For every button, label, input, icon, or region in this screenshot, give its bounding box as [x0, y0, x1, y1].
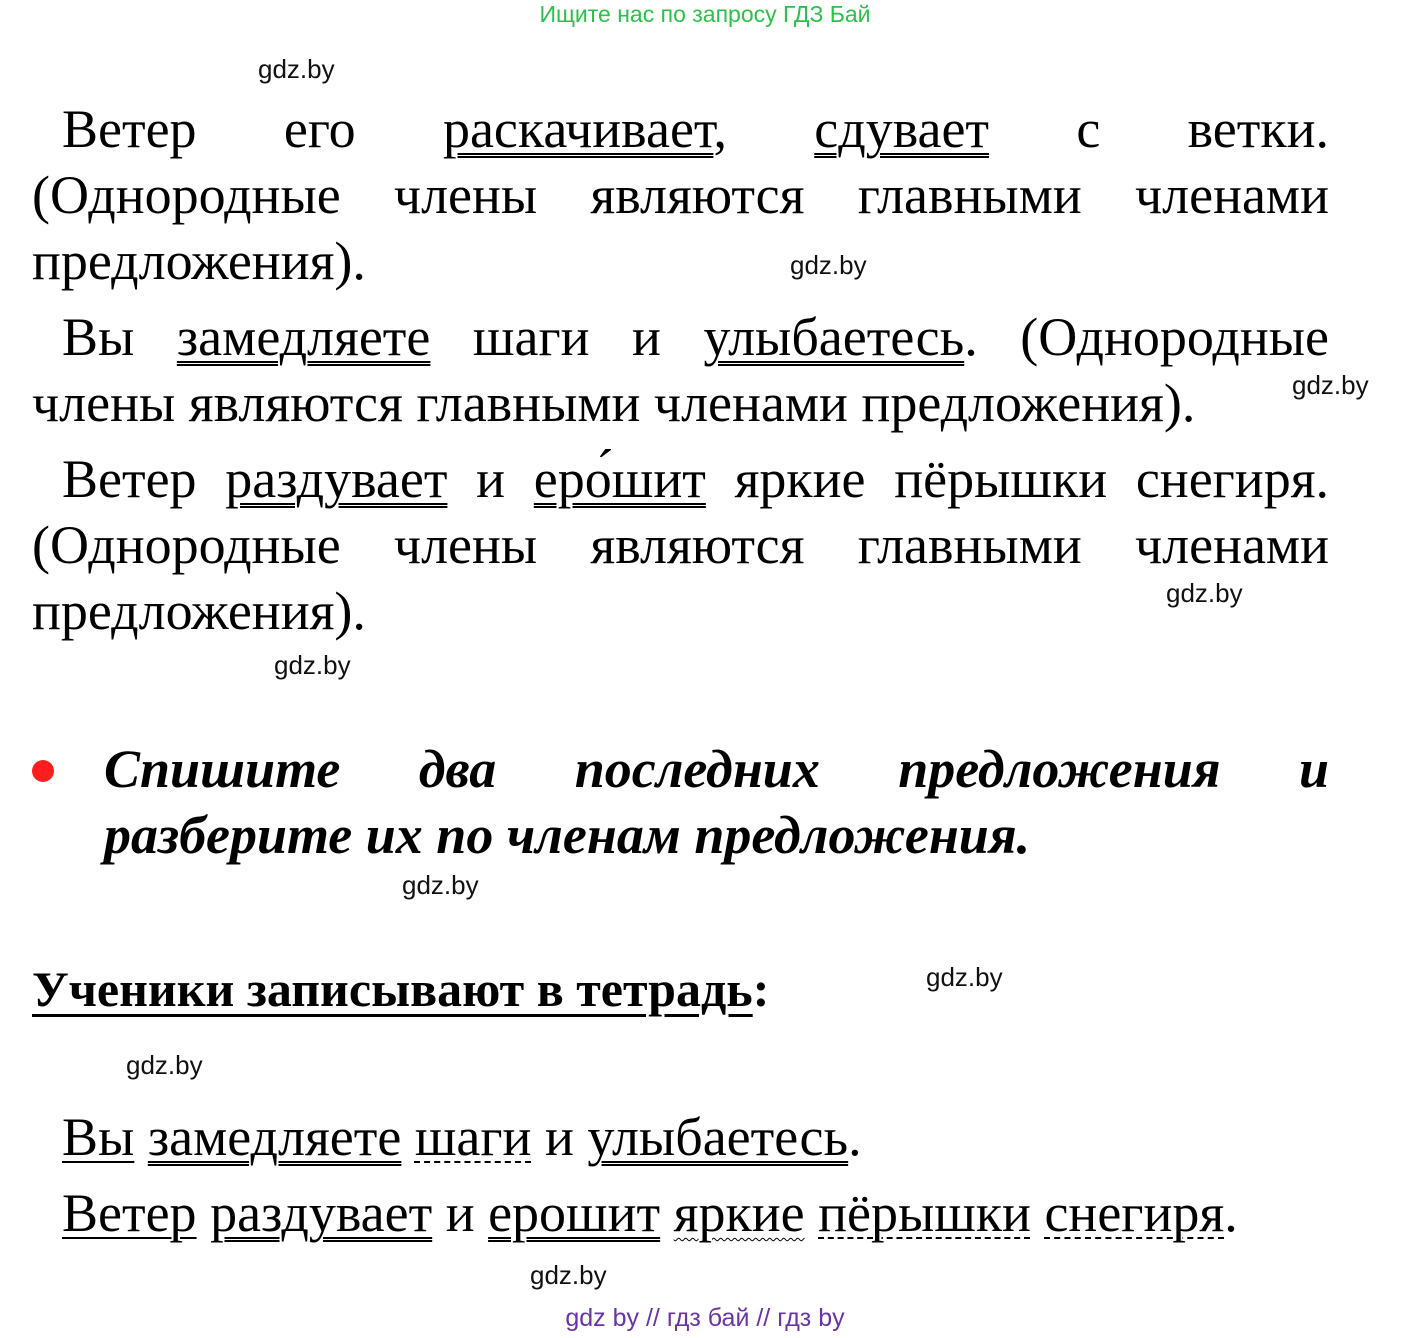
predicate: раскачивает: [442, 99, 714, 159]
answer-sentence-2: Ветер раздувает и ерошит яркие пёрышки снегиря.: [62, 1183, 1238, 1243]
predicate: раздувает: [225, 449, 448, 509]
bullet-icon: [32, 760, 54, 782]
predicate: сдувает: [814, 99, 990, 159]
paragraph-3-line-1: Ветер раздувает и еро́шит яркие пёрышки снегиря.: [62, 449, 1330, 509]
watermark: gdz.by: [530, 1260, 607, 1290]
section-heading: Ученики записывают в тетрадь:: [32, 961, 770, 1017]
answer-sentence-1: Вы замедляете шаги и улыбаетесь.: [62, 1107, 862, 1167]
task-line-2: разберите их по членам предложения.: [104, 805, 1031, 865]
predicate: ерошит: [488, 1183, 661, 1243]
paragraph-1-line-1: Ветер его раскачивает, сдувает с ветки.: [62, 99, 1330, 159]
object: шаги: [414, 1107, 532, 1167]
object: снегиря: [1044, 1183, 1225, 1243]
watermark: gdz.by: [126, 1050, 203, 1080]
watermark: gdz.by: [790, 250, 867, 280]
predicate: раздувает: [210, 1183, 433, 1243]
top-banner: Ищите нас по запросу ГДЗ Бай: [539, 1, 871, 27]
predicate: улыбаетесь: [703, 307, 965, 367]
paragraph-1-line-3: предложения).: [32, 231, 366, 291]
paragraph-3-line-2: (Однородные члены являются главными членами: [32, 515, 1329, 575]
predicate: улыбаетесь: [587, 1107, 849, 1167]
watermark: gdz.by: [926, 962, 1003, 992]
watermark: gdz.by: [274, 650, 351, 680]
task-line-1: Спишите два последних предложения и: [104, 739, 1329, 799]
paragraph-1-line-2: (Однородные члены являются главными членами: [32, 165, 1329, 225]
predicate: замедляете: [176, 307, 431, 367]
paragraph-3-line-3: предложения).: [32, 581, 366, 641]
subject: Ветер: [62, 1183, 197, 1243]
attribute: яркие: [673, 1183, 805, 1243]
watermark: gdz.by: [258, 54, 335, 84]
paragraph-2-line-1: Вы замедляете шаги и улыбаетесь. (Однородные: [62, 307, 1329, 367]
footer-links: gdz by // гдз бай // гдз by: [565, 1304, 845, 1332]
predicate: замедляете: [147, 1107, 402, 1167]
paragraph-2-line-2: члены являются главными членами предложения).: [32, 373, 1196, 433]
object: пёрышки: [818, 1183, 1031, 1243]
predicate: еро́шит: [533, 449, 706, 509]
watermark: gdz.by: [402, 870, 479, 900]
subject: Вы: [62, 1107, 135, 1167]
watermark: gdz.by: [1292, 370, 1369, 400]
watermark: gdz.by: [1166, 578, 1243, 608]
